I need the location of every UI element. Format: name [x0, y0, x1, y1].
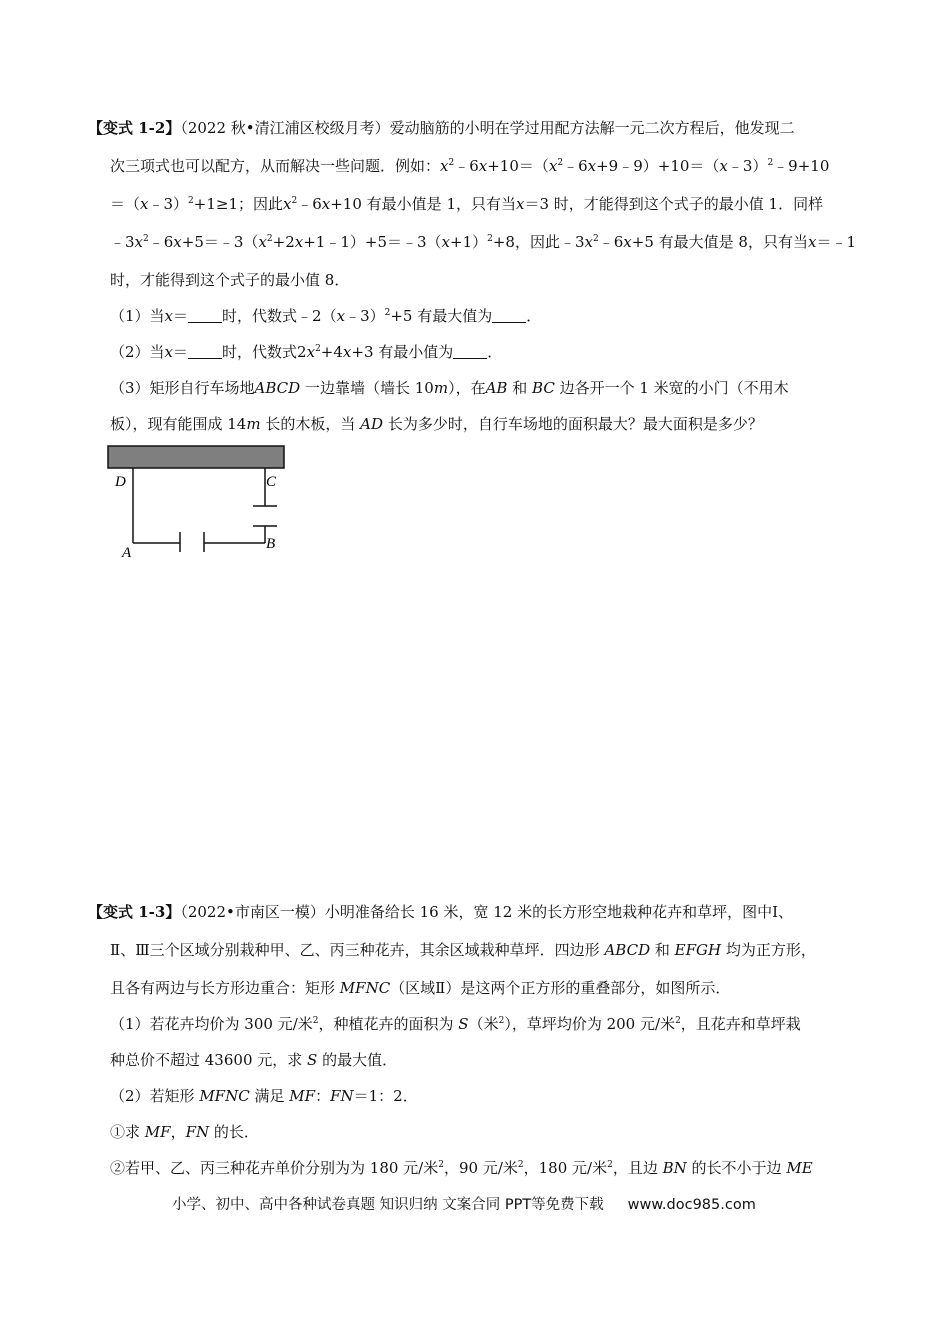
answer-blank[interactable] — [492, 308, 526, 323]
problem-text: 时，才能得到这个式子的最小值 8． — [110, 271, 350, 289]
label-d: D — [115, 474, 126, 490]
problem-tag: 【变式 1-2】 — [88, 119, 181, 137]
question-text: 边各开一个 1 米宽的小门（不用木 — [559, 379, 789, 397]
problem-1-2-line-4: $﹣3x^2﹣6x+5=﹣3(x^2+2x+1﹣1)+5=﹣3(x+1)^2+8$，因此$﹣3x^2﹣6x+5$ 有最大值是 8，只有当x＝﹣1 — [110, 233, 856, 251]
question-text: （米 — [468, 1015, 499, 1033]
problem-source: （2022•市南区一模） — [180, 903, 325, 921]
problem-text: 且各有两边与长方形边重合：矩形 — [110, 979, 336, 997]
problem-text: ，因此 — [514, 233, 560, 251]
question-text: ，180 元/米 — [523, 1159, 608, 1177]
problem-text: 时，才能得到这个式子的最小值 1．同样 — [553, 195, 824, 213]
question-text: ，种植花卉的面积为 — [318, 1015, 454, 1033]
problem-1-2-line-3: ＝（x﹣3）$^2$+1≥1；因此$x^2﹣6x+10$ 有最小值是 1，只有当x＝3 时，才能得到这个式子的最小值 1．同样 — [110, 195, 824, 213]
question-text: （2）若矩形 — [110, 1087, 195, 1105]
problem-text: （区域Ⅱ）是这两个正方形的重叠部分，如图所示． — [390, 979, 731, 997]
problem-1-2-line-2: 次三项式也可以配方，从而解决一些问题．例如：$x^2﹣6x+10=(x^2﹣6x+9﹣9)+10=(x﹣3)^2﹣9+10$ — [110, 157, 830, 175]
question-text: ： — [315, 1087, 331, 1105]
question-1-3-2-2: ②若甲、乙、丙三种花卉单价分别为为 180 元/米$^2$，90 元/米$^2$，180 元/米$^2$，且边 BN 的长不小于边 ME — [110, 1159, 813, 1177]
problem-1-2-line-1 — [88, 118, 795, 138]
question-text: 的最大值． — [322, 1051, 398, 1069]
page-footer — [172, 1193, 756, 1214]
problem-text: Ⅱ、Ⅲ三个区域分别栽种甲、乙、丙三种花卉，其余区域栽种草坪．四边形 — [110, 941, 600, 959]
question-text: 的长． — [213, 1123, 259, 1141]
question-text: 种总价不超过 43600 元，求 — [110, 1051, 303, 1069]
answer-blank[interactable] — [188, 344, 222, 359]
question-text: ），草坪均价为 200 元/米 — [504, 1015, 676, 1033]
footer-text: 小学、初中、高中各种试卷真题 知识归纳 文案合同 PPT等免费下载 — [172, 1197, 604, 1213]
question-text: 的长不小于边 — [691, 1159, 782, 1177]
problem-text: 有最大值是 8，只有当 — [658, 233, 808, 251]
question-text: 满足 — [254, 1087, 285, 1105]
label-a: A — [122, 545, 132, 561]
question-2: （2）当x＝ 时，代数式$2x^2+4x+3$ 有最小值为 ． — [110, 343, 503, 361]
problem-text: 均为正方形， — [725, 941, 816, 959]
question-1-3-2-1: ①求 MF，FN 的长． — [110, 1123, 259, 1141]
problem-text: 因此 — [253, 195, 284, 213]
question-1-3-1-line-1: （1）若花卉均价为 300 元/米$^2$，种植花卉的面积为 S（米$^2$），草坪均价为 200 元/米$^2$，且花卉和草坪栽 — [110, 1015, 801, 1033]
problem-1-2-line-5 — [110, 270, 349, 290]
question-1-3-2: （2）若矩形 MFNC 满足 MF：FN＝1：2． — [110, 1087, 418, 1105]
question-text: 长的木板，当 — [265, 415, 356, 433]
question-text: ），在 — [448, 379, 486, 397]
label-b: B — [266, 536, 276, 552]
answer-blank[interactable] — [188, 308, 222, 323]
problem-1-3-line-3: 且各有两边与长方形边重合：矩形 MFNC（区域Ⅱ）是这两个正方形的重叠部分，如图所示． — [110, 979, 731, 997]
question-text: ②若甲、乙、丙三种花卉单价分别为为 180 元/米 — [110, 1159, 439, 1177]
question-text: 有最小值为 — [378, 343, 454, 361]
problem-1-3-line-2: Ⅱ、Ⅲ三个区域分别栽种甲、乙、丙三种花卉，其余区域栽种草坪．四边形 ABCD 和 EFGH 均为正方形， — [110, 941, 816, 959]
problem-text: 和 — [654, 941, 670, 959]
question-text: 长为多少时，自行车场地的面积最大？最大面积是多少？ — [387, 415, 763, 433]
problem-source: （2022 秋•清江浦区校级月考） — [180, 119, 390, 137]
question-text: （2）当 — [110, 343, 165, 361]
parking-lot-figure — [100, 444, 300, 564]
footer-url[interactable]: www.doc985.com — [627, 1197, 756, 1213]
question-text: ①求 — [110, 1123, 141, 1141]
question-text: 时，代数式 — [222, 343, 298, 361]
question-1-3-1-line-2: 种总价不超过 43600 元，求 S 的最大值． — [110, 1051, 398, 1069]
label-c: C — [266, 474, 277, 490]
question-text: （1）若花卉均价为 300 元/米 — [110, 1015, 313, 1033]
problem-text: 有最小值是 1，只有当 — [366, 195, 516, 213]
problem-1-3-line-1 — [88, 902, 793, 922]
question-text: ，90 元/米 — [443, 1159, 518, 1177]
question-text: 一边靠墙（墙长 10 — [304, 379, 434, 397]
answer-blank[interactable] — [453, 344, 487, 359]
problem-tag: 【变式 1-3】 — [88, 903, 181, 921]
question-3-line-2: 板），现有能围成 14m 长的木板，当 AD 长为多少时，自行车场地的面积最大？最大面积是多少？ — [110, 415, 763, 433]
problem-text: 次三项式也可以配方，从而解决一些问题．例如： — [110, 157, 441, 175]
question-text: 有最大值为 — [417, 307, 493, 325]
question-text: 时，代数式 — [222, 307, 298, 325]
question-text: （1）当 — [110, 307, 165, 325]
question-text: 和 — [512, 379, 528, 397]
problem-text: 小明准备给长 16 米，宽 12 米的长方形空地栽种花卉和草坪，图中Ⅰ、 — [324, 903, 794, 921]
question-text: ，且花卉和草坪栽 — [680, 1015, 801, 1033]
question-1: （1）当x＝ 时，代数式﹣2（x﹣3）$^2$+5 有最大值为 ． — [110, 307, 542, 325]
question-text: ＝1：2． — [353, 1087, 418, 1105]
question-text: （3）矩形自行车场地 — [110, 379, 255, 397]
question-text: ，且边 — [612, 1159, 658, 1177]
question-3-line-1: （3）矩形自行车场地ABCD 一边靠墙（墙长 10m），在AB 和 BC 边各开一个 1 米宽的小门（不用木 — [110, 379, 789, 397]
question-text: 板），现有能围成 14 — [110, 415, 247, 433]
wall — [108, 446, 284, 468]
question-text: ， — [170, 1123, 186, 1141]
problem-text: 爱动脑筋的小明在学过用配方法解一元二次方程后，他发现二 — [389, 119, 795, 137]
